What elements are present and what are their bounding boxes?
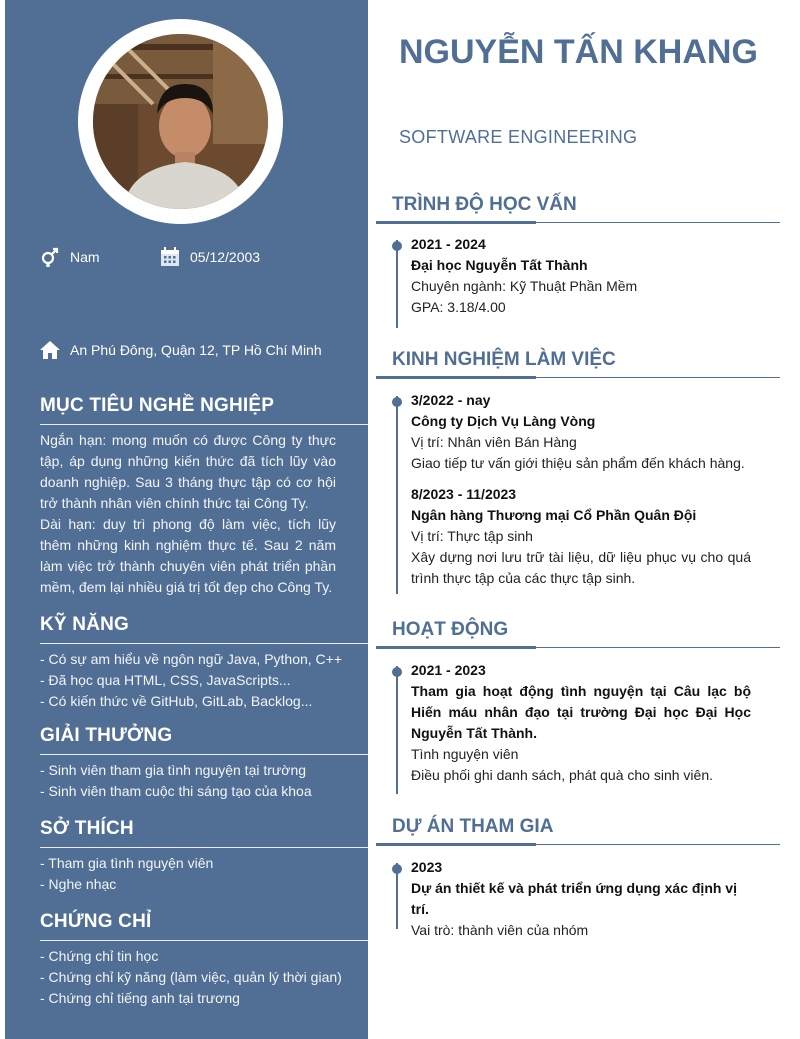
candidate-name: NGUYỄN TẤN KHANG bbox=[399, 33, 758, 71]
timeline-dot bbox=[392, 667, 402, 677]
experience-heading: KINH NGHIỆM LÀM VIỆC bbox=[392, 349, 616, 370]
skills-divider bbox=[40, 643, 368, 644]
certificates-list bbox=[40, 946, 360, 1009]
skills-heading: KỸ NĂNG bbox=[40, 614, 130, 635]
experience-divider bbox=[376, 377, 780, 378]
gender-text: Nam bbox=[70, 249, 100, 265]
entry-description: Điều phối ghi danh sách, phát quà cho sinh viên. bbox=[411, 767, 713, 783]
awards-heading: GIẢI THƯỞNG bbox=[40, 725, 173, 746]
avatar-frame bbox=[78, 19, 283, 224]
objective-heading: MỤC TIÊU NGHỀ NGHIỆP bbox=[40, 395, 275, 416]
list-item: - Có sự am hiểu về ngôn ngữ Java, Python, C++ bbox=[40, 651, 343, 667]
candidate-title: SOFTWARE ENGINEERING bbox=[399, 127, 638, 147]
activity-entry bbox=[411, 660, 751, 786]
address-text: An Phú Đông, Quận 12, TP Hồ Chí Minh bbox=[70, 342, 322, 358]
entry-description: Giao tiếp tư vấn giới thiệu sản phẩm đến khách hàng. bbox=[411, 455, 745, 471]
experience-entry bbox=[411, 484, 751, 589]
experience-entry bbox=[411, 390, 751, 474]
entry-position: Vị trí: Nhân viên Bán Hàng bbox=[411, 434, 577, 450]
entry-period: 2021 - 2023 bbox=[411, 662, 486, 678]
certificates-divider bbox=[40, 940, 368, 941]
entry-company: Công ty Dịch Vụ Làng Vòng bbox=[411, 413, 596, 429]
list-item: - Sinh viên tham gia tình nguyện tại trường bbox=[40, 762, 307, 778]
timeline-dot bbox=[392, 241, 402, 251]
list-item: - Tham gia tình nguyện viên bbox=[40, 855, 214, 871]
calendar-icon bbox=[159, 246, 181, 268]
entry-school: Đại học Nguyễn Tất Thành bbox=[411, 257, 588, 273]
entry-position: Vị trí: Thực tập sinh bbox=[411, 528, 533, 544]
list-item: - Đã học qua HTML, CSS, JavaScripts... bbox=[40, 672, 291, 688]
address-info bbox=[39, 339, 322, 361]
objective-divider bbox=[40, 424, 368, 425]
entry-title: Tham gia hoạt động tình nguyện tại Câu lạc bộ Hiến máu nhân đạo tại trường Đại học Đại Học Nguyễn Tất Thành. bbox=[411, 683, 751, 741]
objective-long-term: Dài hạn: duy trì phong độ làm việc, tích lũy thêm những kinh nghiệm thực tế. Sau 2 năm làm việc trở thành chuyên viên phát triển phần mềm, đem lại nhiều giá trị tốt đẹp cho Công Ty. bbox=[40, 516, 336, 595]
entry-gpa: GPA: 3.18/4.00 bbox=[411, 299, 506, 315]
projects-divider bbox=[376, 844, 780, 845]
entry-company: Ngân hàng Thương mại Cổ Phần Quân Đội bbox=[411, 507, 697, 523]
gender-icon bbox=[39, 246, 61, 268]
hobbies-list bbox=[40, 853, 360, 895]
list-item: - Chứng chỉ tiếng anh tại trương bbox=[40, 990, 240, 1006]
education-divider bbox=[376, 222, 780, 223]
avatar bbox=[93, 34, 268, 209]
entry-period: 2023 bbox=[411, 859, 443, 875]
list-item: - Chứng chỉ tin học bbox=[40, 948, 159, 964]
skills-list bbox=[40, 649, 360, 712]
education-timeline bbox=[396, 240, 398, 328]
awards-divider bbox=[40, 754, 368, 755]
entry-title: Dự án thiết kế và phát triển ứng dụng xác định vị trí. bbox=[411, 880, 737, 917]
list-item: - Nghe nhạc bbox=[40, 876, 117, 892]
home-icon bbox=[39, 339, 61, 361]
entry-description: Xây dựng nơi lưu trữ tài liệu, dữ liệu phục vụ cho quá trình thực tập của các thực tập sinh. bbox=[411, 549, 751, 586]
timeline-dot bbox=[392, 864, 402, 874]
entry-role: Tình nguyện viên bbox=[411, 746, 519, 762]
timeline-dot bbox=[392, 397, 402, 407]
project-entry bbox=[411, 857, 751, 941]
activities-timeline bbox=[396, 666, 398, 794]
list-item: - Sinh viên tham cuộc thi sáng tạo của khoa bbox=[40, 783, 312, 799]
dob-info bbox=[159, 246, 260, 268]
list-item: - Có kiến thức về GitHub, GitLab, Backlog... bbox=[40, 693, 313, 709]
entry-role: Vai trò: thành viên của nhóm bbox=[411, 922, 589, 938]
experience-timeline bbox=[396, 396, 398, 594]
sidebar bbox=[5, 0, 368, 1039]
objective-short-term: Ngắn hạn: mong muốn có được Công ty thực tập, áp dụng những kiến thức đã tích lũy vào doanh nghiệp. Sau 3 tháng thực tập có cơ hội trở thành nhân viên chính thức tại Công Ty. bbox=[40, 432, 336, 511]
entry-period: 8/2023 - 11/2023 bbox=[411, 486, 517, 502]
education-entry bbox=[411, 234, 751, 318]
activities-heading: HOẠT ĐỘNG bbox=[392, 619, 509, 640]
awards-list bbox=[40, 760, 360, 802]
entry-major: Chuyên ngành: Kỹ Thuật Phần Mềm bbox=[411, 278, 638, 294]
list-item: - Chứng chỉ kỹ năng (làm việc, quản lý thời gian) bbox=[40, 969, 342, 985]
entry-period: 3/2022 - nay bbox=[411, 392, 491, 408]
activities-divider bbox=[376, 647, 780, 648]
hobbies-heading: SỞ THÍCH bbox=[40, 818, 134, 839]
projects-heading: DỰ ÁN THAM GIA bbox=[392, 816, 554, 837]
gender-info bbox=[39, 246, 100, 268]
education-heading: TRÌNH ĐỘ HỌC VẤN bbox=[392, 194, 577, 215]
certificates-heading: CHỨNG CHỈ bbox=[40, 911, 152, 932]
hobbies-divider bbox=[40, 847, 368, 848]
entry-period: 2021 - 2024 bbox=[411, 236, 486, 252]
dob-text: 05/12/2003 bbox=[190, 249, 261, 265]
